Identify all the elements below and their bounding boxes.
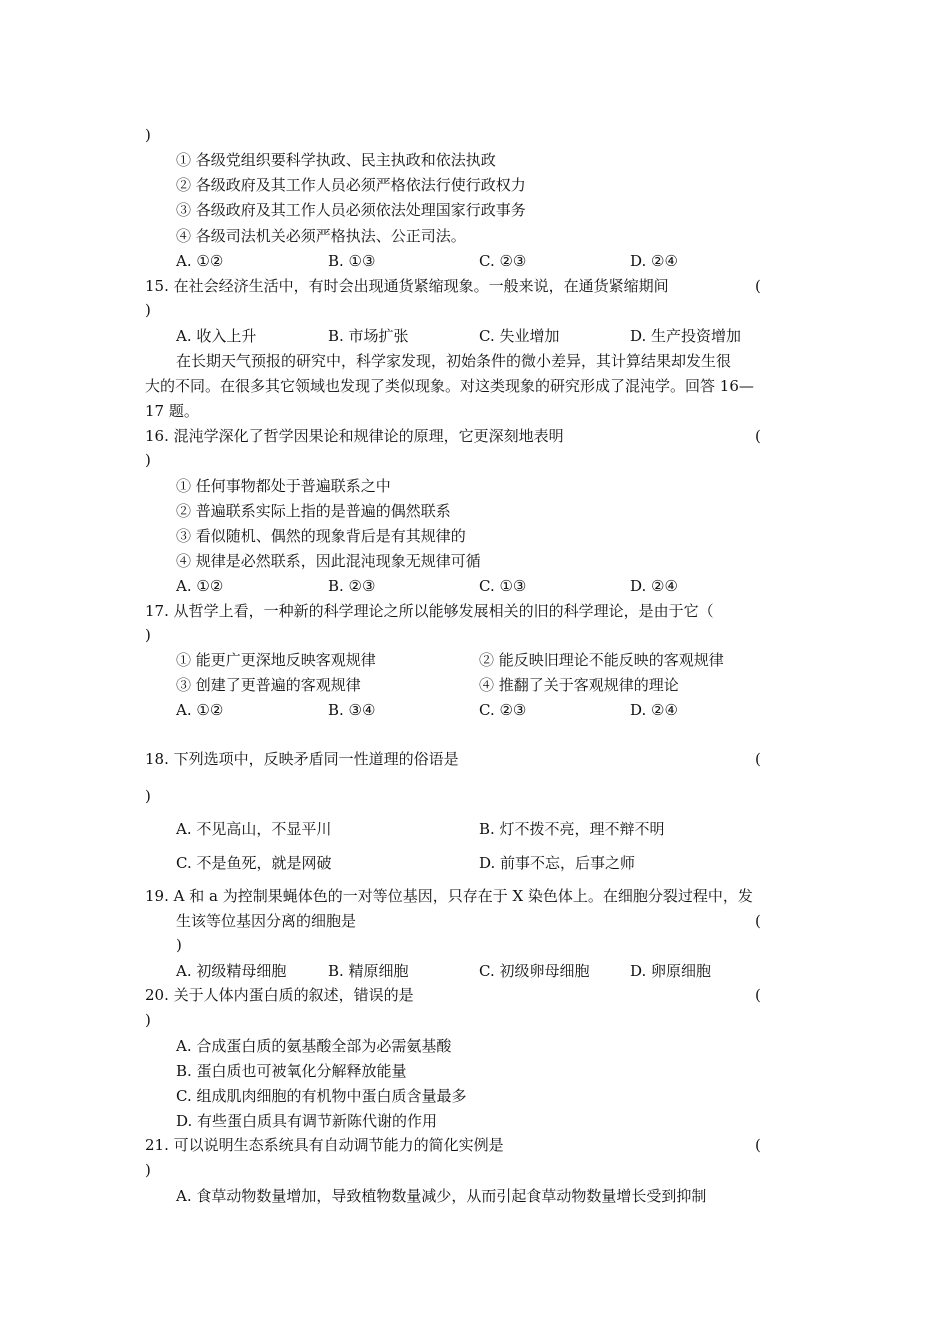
- q21-close-paren: ): [145, 1161, 151, 1179]
- q17-option-a: A. ①②: [176, 701, 224, 719]
- q16-stem: 16. 混沌学深化了哲学因果论和规律论的原理，它更深刻地表明: [145, 427, 564, 445]
- q14-option-d: D. ②④: [630, 252, 678, 270]
- passage-line-2: 大的不同。在很多其它领域也发现了类似现象。对这类现象的研究形成了混沌学。回答 16—: [145, 377, 754, 395]
- q19-option-b: B. 精原细胞: [328, 962, 409, 980]
- q16-option-c: C. ①③: [479, 577, 527, 595]
- q14-item-2: ② 各级政府及其工作人员必须严格依法行使行政权力: [176, 176, 526, 194]
- q16-item-2: ② 普遍联系实际上指的是普遍的偶然联系: [176, 502, 451, 520]
- q15-option-c: C. 失业增加: [479, 327, 560, 345]
- q16-close-paren: ): [145, 451, 151, 469]
- q18-option-c: C. 不是鱼死，就是网破: [176, 854, 332, 872]
- q14-option-b: B. ①③: [328, 252, 376, 270]
- q19-option-a: A. 初级精母细胞: [176, 962, 287, 980]
- q14-item-1: ① 各级党组织要科学执政、民主执政和依法执政: [176, 151, 496, 169]
- q20-option-b: B. 蛋白质也可被氧化分解释放能量: [176, 1062, 407, 1080]
- q19-close-paren: ): [176, 936, 182, 954]
- q20-stem: 20. 关于人体内蛋白质的叙述，错误的是: [145, 986, 414, 1004]
- q17-item-3: ③ 创建了更普遍的客观规律: [176, 676, 361, 694]
- q14-close-paren: ): [145, 126, 151, 144]
- q16-item-3: ③ 看似随机、偶然的现象背后是有其规律的: [176, 527, 466, 545]
- q14-option-c: C. ②③: [479, 252, 527, 270]
- q18-stem: 18. 下列选项中，反映矛盾同一性道理的俗语是: [145, 750, 459, 768]
- q15-option-d: D. 生产投资增加: [630, 327, 742, 345]
- q17-item-4: ④ 推翻了关于客观规律的理论: [479, 676, 679, 694]
- q14-item-4: ④ 各级司法机关必须严格执法、公正司法。: [176, 227, 466, 245]
- q16-option-d: D. ②④: [630, 577, 678, 595]
- q20-open-paren: (: [755, 986, 761, 1004]
- q19-option-d: D. 卵原细胞: [630, 962, 712, 980]
- q15-option-a: A. 收入上升: [176, 327, 257, 345]
- q21-stem: 21. 可以说明生态系统具有自动调节能力的简化实例是: [145, 1136, 504, 1154]
- q17-stem: 17. 从哲学上看，一种新的科学理论之所以能够发展相关的旧的科学理论，是由于它（: [145, 602, 714, 620]
- q17-option-b: B. ③④: [328, 701, 376, 719]
- q16-option-a: A. ①②: [176, 577, 224, 595]
- q14-option-a: A. ①②: [176, 252, 224, 270]
- q20-option-d: D. 有些蛋白质具有调节新陈代谢的作用: [176, 1112, 438, 1130]
- q18-open-paren: (: [755, 750, 761, 768]
- q17-item-1: ① 能更广更深地反映客观规律: [176, 651, 376, 669]
- q20-option-a: A. 合成蛋白质的氨基酸全部为必需氨基酸: [176, 1037, 452, 1055]
- q19-option-c: C. 初级卵母细胞: [479, 962, 590, 980]
- q17-option-d: D. ②④: [630, 701, 678, 719]
- q15-close-paren: ): [145, 301, 151, 319]
- passage-line-3: 17 题。: [145, 402, 199, 420]
- q18-option-b: B. 灯不拨不亮，理不辩不明: [479, 820, 665, 838]
- q15-open-paren: (: [755, 277, 761, 295]
- q18-option-d: D. 前事不忘，后事之师: [479, 854, 636, 872]
- q21-open-paren: (: [755, 1136, 761, 1154]
- q21-option-a: A. 食草动物数量增加，导致植物数量减少，从而引起食草动物数量增长受到抑制: [176, 1187, 707, 1205]
- q20-option-c: C. 组成肌肉细胞的有机物中蛋白质含量最多: [176, 1087, 467, 1105]
- q20-close-paren: ): [145, 1011, 151, 1029]
- q19-stem-line-2: 生该等位基因分离的细胞是: [176, 912, 357, 930]
- passage-line-1: 在长期天气预报的研究中，科学家发现，初始条件的微小差异，其计算结果却发生很: [176, 352, 732, 370]
- q17-option-c: C. ②③: [479, 701, 527, 719]
- q18-close-paren: ): [145, 787, 151, 805]
- q16-open-paren: (: [755, 427, 761, 445]
- q19-stem-line-1: 19. A 和 a 为控制果蝇体色的一对等位基因，只存在于 X 染色体上。在细胞分裂过程中，发: [145, 887, 753, 905]
- q15-option-b: B. 市场扩张: [328, 327, 409, 345]
- q14-item-3: ③ 各级政府及其工作人员必须依法处理国家行政事务: [176, 201, 526, 219]
- q16-item-1: ① 任何事物都处于普遍联系之中: [176, 477, 391, 495]
- q19-open-paren: (: [755, 912, 761, 930]
- q16-item-4: ④ 规律是必然联系，因此混沌现象无规律可循: [176, 552, 481, 570]
- q18-option-a: A. 不见高山，不显平川: [176, 820, 332, 838]
- q17-close-paren: ): [145, 626, 151, 644]
- q15-stem: 15. 在社会经济生活中，有时会出现通货紧缩现象。一般来说，在通货紧缩期间: [145, 277, 669, 295]
- q17-item-2: ② 能反映旧理论不能反映的客观规律: [479, 651, 724, 669]
- q16-option-b: B. ②③: [328, 577, 376, 595]
